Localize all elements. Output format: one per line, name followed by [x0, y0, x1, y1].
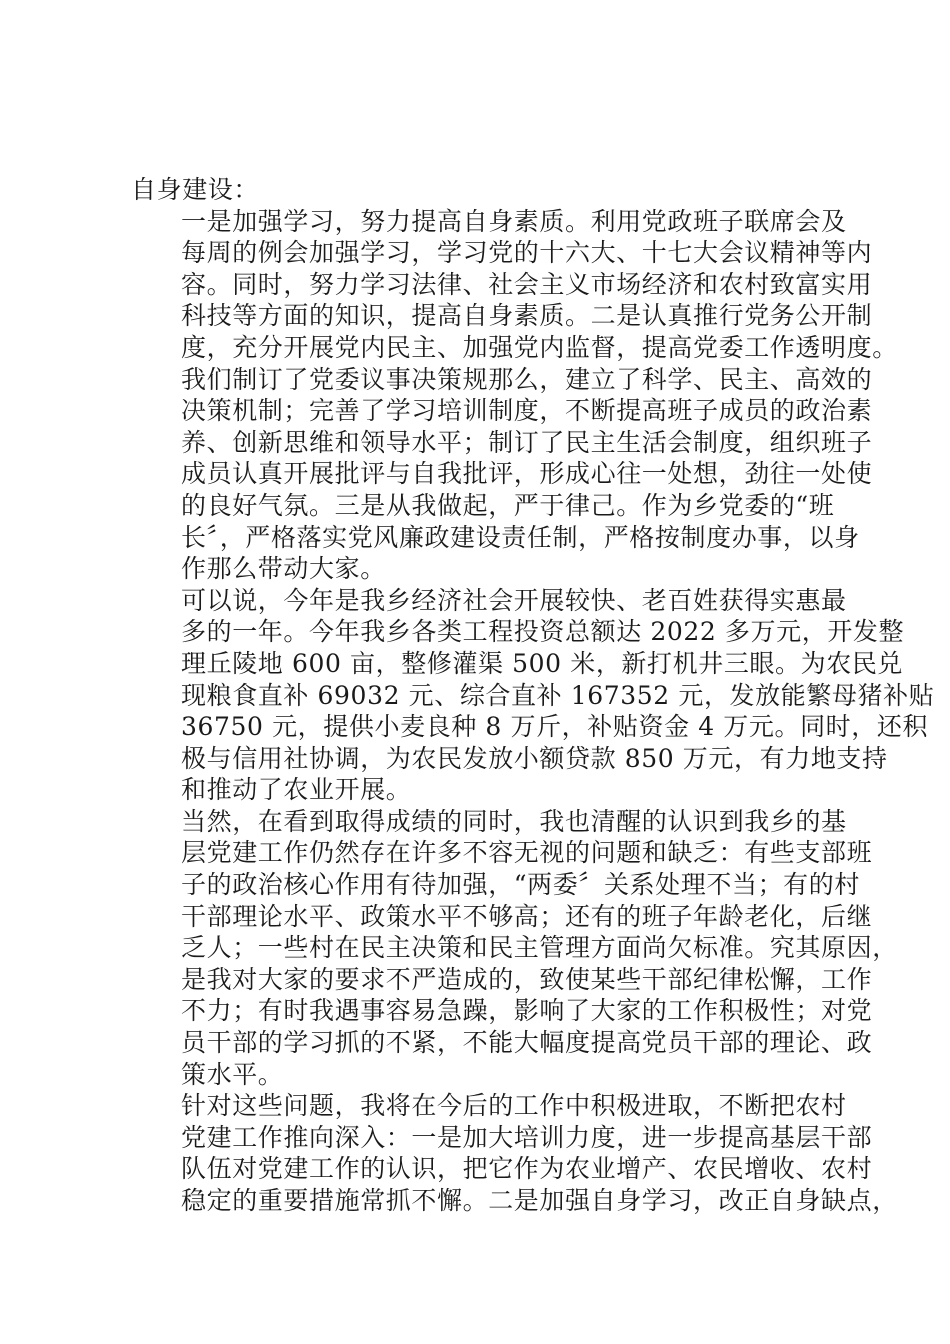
text-line: 度，充分开展党内民主、加强党内监督，提高党委工作透明度。: [181, 332, 898, 362]
text-line: 容。同时，努力学习法律、社会主义市场经济和农村致富实用: [181, 269, 873, 299]
text-line: 一是加强学习，努力提高自身素质。利用党政班子联席会及: [181, 206, 847, 236]
paragraph-3: [131, 585, 935, 806]
text-line: 党建工作推向深入：一是加大培训力度，进一步提高基层干部: [181, 1122, 873, 1152]
text-line: 现粮食直补 69032 元、综合直补 167352 元，发放能繁母猪补贴: [181, 680, 935, 710]
text-line: 自身建设：: [131, 175, 260, 204]
text-line: 我们制订了党委议事决策规那么，建立了科学、民主、高效的: [181, 364, 873, 394]
text-line: 多的一年。今年我乡各类工程投资总额达 2022 多万元，开发整: [181, 617, 905, 647]
text-line: 员干部的学习抓的不紧，不能大幅度提高党员干部的理论、政: [181, 1028, 873, 1058]
text-line: 队伍对党建工作的认识，把它作为农业增产、农民增收、农村: [181, 1154, 873, 1184]
text-line: 策水平。: [181, 1059, 284, 1089]
text-line: 每周的例会加强学习，学习党的十六大、十七大会议精神等内: [181, 238, 873, 268]
text-line: 长〞，严格落实党风廉政建设责任制，严格按制度办事，以身: [181, 522, 860, 552]
text-line: 决策机制；完善了学习培训制度，不断提高班子成员的政治素: [181, 396, 873, 426]
text-line: 科技等方面的知识，提高自身素质。二是认真推行党务公开制: [181, 301, 873, 331]
text-line: 和推动了农业开展。: [181, 775, 412, 805]
text-line: 养、创新思维和领导水平；制订了民主生活会制度，组织班子: [181, 427, 873, 457]
paragraph-1: [131, 174, 849, 206]
text-line: 干部理论水平、政策水平不够高；还有的班子年龄老化，后继: [181, 901, 873, 931]
text-line: 不力；有时我遇事容易急躁，影响了大家的工作积极性；对党: [181, 996, 873, 1026]
text-line: 当然，在看到取得成绩的同时，我也清醒的认识到我乡的基: [181, 806, 847, 836]
text-line: 的良好气氛。三是从我做起，严于律己。作为乡党委的“班: [181, 490, 835, 520]
text-line: 36750 元，提供小麦良种 8 万斤，补贴资金 4 万元。同时，还积: [181, 712, 929, 742]
text-line: 乏人；一些村在民主决策和民主管理方面尚欠标准。究其原因，: [181, 933, 898, 963]
text-line: 层党建工作仍然存在许多不容无视的问题和缺乏：有些支部班: [181, 838, 873, 868]
text-line: 极与信用社协调，为农民发放小额贷款 850 万元，有力地支持: [181, 743, 888, 773]
document-body: [131, 174, 935, 1217]
text-line: 作那么带动大家。: [181, 554, 386, 584]
text-line: 可以说，今年是我乡经济社会开展较快、老百姓获得实惠最: [181, 585, 847, 615]
text-line: 成员认真开展批评与自我批评，形成心往一处想，劲往一处使: [181, 459, 873, 489]
paragraph-2: [131, 206, 898, 585]
text-line: 稳定的重要措施常抓不懈。二是加强自身学习，改正自身缺点，: [181, 1186, 898, 1215]
paragraph-5: [131, 1090, 898, 1216]
text-line: 针对这些问题，我将在今后的工作中积极进取，不断把农村: [181, 1091, 847, 1121]
text-line: 是我对大家的要求不严造成的，致使某些干部纪律松懈，工作: [181, 964, 873, 994]
text-line: 理丘陵地 600 亩，整修灌渠 500 米，新打机井三眼。为农民兑: [181, 648, 904, 678]
text-line: 子的政治核心作用有待加强，“两委〞关系处理不当；有的村: [181, 870, 860, 900]
paragraph-4: [131, 806, 898, 1090]
